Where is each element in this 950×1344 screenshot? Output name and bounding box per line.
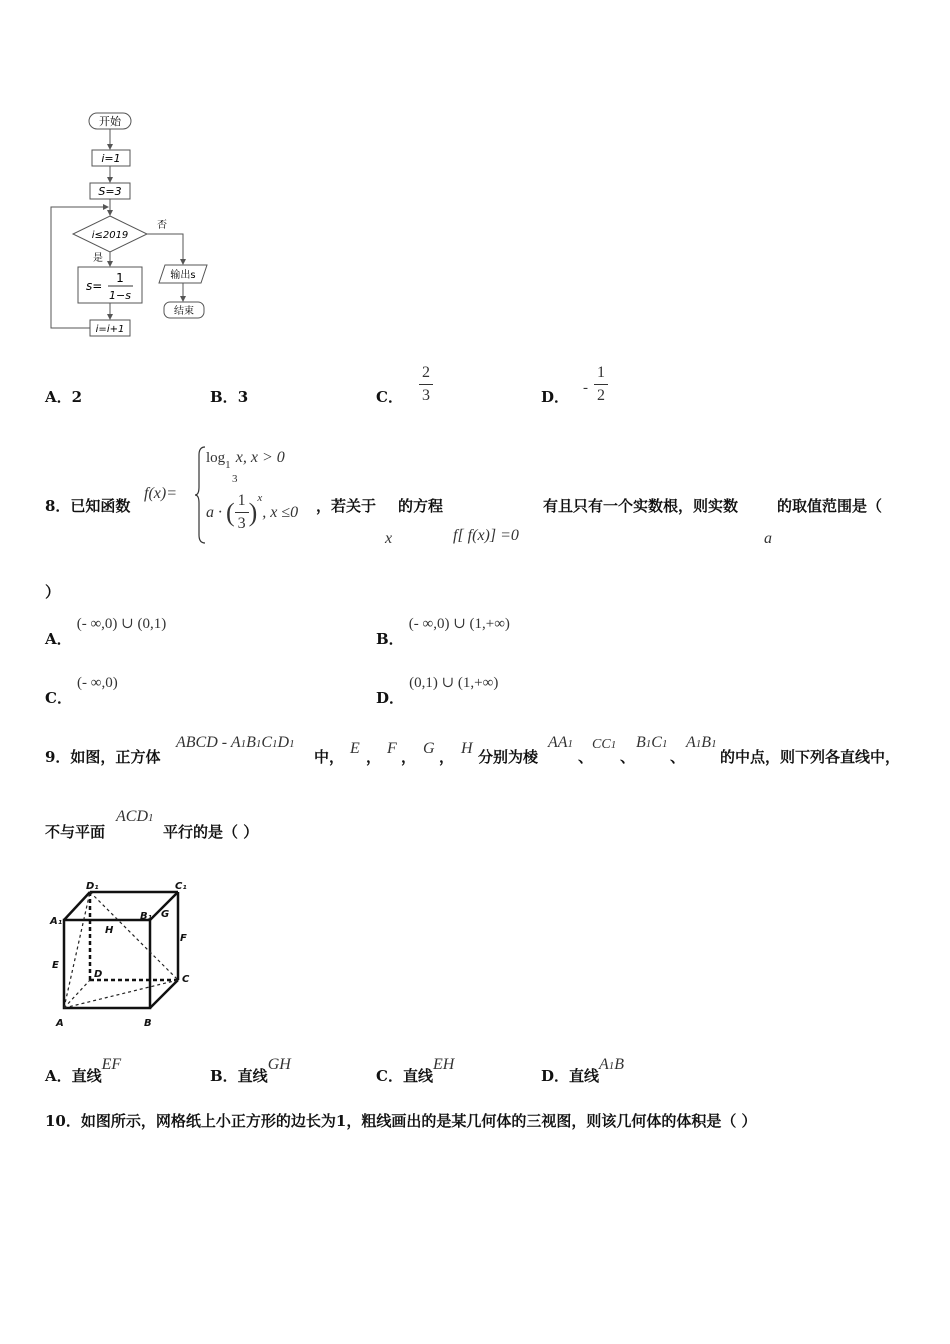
q8-text-4: 的取值范围是（ (777, 497, 883, 515)
q8-prefix: 8．已知函数 (45, 497, 131, 515)
flow-start (89, 113, 131, 129)
label-g: G (161, 909, 170, 920)
svg-text:输出s: 输出s (170, 270, 196, 281)
q7-option-b: B．3 (210, 388, 249, 406)
q9-sep-3: 、 (670, 748, 686, 766)
q8-function-lhs: f(x)= (144, 485, 177, 502)
line-ac (64, 980, 178, 1008)
q8-text-3: 有且只有一个实数根，则实数 (543, 497, 739, 515)
q9-sep-2: 、 (620, 748, 636, 766)
flow-yes-label: 是 (93, 253, 103, 264)
q9-point-e: E (350, 740, 360, 757)
q9-point-h: H (461, 740, 473, 757)
q8-text-2: 的方程 (398, 497, 444, 515)
q9-plane: ACD1 (116, 808, 154, 825)
q9-option-d: D．直线A1B (541, 1056, 625, 1085)
q8-option-c: C． (- ∞,0) (45, 675, 118, 707)
q9-edge-cc1: CC1 (592, 737, 617, 752)
svg-text:结束: 结束 (174, 306, 194, 317)
svg-text:s=: s= (86, 279, 103, 293)
q9-point-g: G (423, 740, 435, 757)
svg-text:i=i+1: i=i+1 (95, 324, 125, 335)
q9-comma-2: ， (401, 748, 417, 766)
q7-option-d: D． - $\frac{1}{2}$ (541, 362, 608, 407)
label-a1: A₁ (50, 916, 63, 927)
label-b1: B₁ (140, 911, 153, 922)
q8-text-1: ，若关于 (316, 497, 377, 515)
q7-option-c: C． $\frac{2}{3}$ (376, 362, 433, 407)
q9-option-b: B．直线GH (210, 1056, 291, 1085)
flow-end (164, 302, 204, 318)
label-d: D (94, 969, 103, 980)
label-a: A (56, 1018, 64, 1028)
svg-text:i≤2019: i≤2019 (91, 230, 129, 241)
q9-edge-a1b1: A1B1 (686, 734, 717, 751)
q9-line2-suffix: 平行的是（ ） (163, 823, 259, 841)
q8-piece-1: $\log_1 x$, x > 0 (206, 449, 285, 471)
q8-option-a: A． (- ∞,0) ∪ (0,1) (45, 616, 167, 648)
label-h: H (105, 925, 114, 936)
flowchart (40, 108, 230, 343)
flow-increment (90, 320, 130, 336)
q9-mid: 中， (314, 748, 345, 766)
q9-prefix: 9．如图，正方体 (45, 748, 161, 766)
q9-comma-3: ， (439, 748, 455, 766)
q8-option-b: B． (- ∞,0) ∪ (1,+∞) (376, 616, 510, 648)
q9-edge-b1c1: B1C1 (636, 734, 668, 751)
q9-sep-1: 、 (578, 748, 594, 766)
q8-close-paren: ） (45, 583, 61, 601)
q7-option-a: A．2 (45, 388, 83, 406)
label-f: F (180, 933, 187, 944)
label-c1: C₁ (175, 881, 187, 892)
q8-piece-1-base-den: 3 (232, 473, 238, 485)
label-c: C (182, 974, 190, 985)
q9-cube-figure (48, 878, 198, 1028)
svg-text:1: 1 (116, 271, 124, 285)
flow-assign (78, 267, 142, 303)
q9-edge-aa1: AA1 (548, 734, 574, 751)
flow-init-i (92, 150, 130, 166)
flow-output (159, 265, 207, 283)
flow-init-s (90, 183, 130, 199)
flow-condition (73, 216, 147, 252)
q9-cube-name: ABCD - A1B1C1D1 (176, 734, 295, 751)
q8-var-x: x (385, 530, 393, 547)
q9-option-a: A．直线EF (45, 1056, 122, 1085)
q8-piece-2: a · ( $\frac{1}{3}$ ) x , x ≤0 (206, 492, 299, 532)
svg-text:开始: 开始 (99, 115, 121, 128)
svg-text:i=1: i=1 (101, 152, 121, 165)
q9-line2-prefix: 不与平面 (45, 823, 106, 841)
cube-edge-bc (150, 980, 178, 1008)
q9-text-end: 的中点，则下列各直线中， (720, 748, 901, 766)
q8-option-d: D． (0,1) ∪ (1,+∞) (376, 675, 499, 707)
q9-text-edges: 分别为棱 (478, 748, 539, 766)
q8-var-a: a (764, 530, 772, 547)
svg-text:S=3: S=3 (98, 185, 122, 198)
q10-text: 10．如图所示，网格纸上小正方形的边长为1，粗线画出的是某几何体的三视图，则该几何体的体积是（ ） (45, 1112, 757, 1130)
label-d1: D₁ (86, 881, 99, 892)
line-ad1 (64, 892, 90, 1008)
flow-no-label: 否 (157, 220, 167, 231)
svg-text:1−s: 1−s (109, 289, 131, 302)
q9-point-f: F (387, 740, 397, 757)
q9-option-c: C．直线EH (376, 1056, 455, 1085)
q9-comma-1: ， (366, 748, 382, 766)
label-b: B (144, 1018, 152, 1028)
line-ad (64, 980, 90, 1008)
cube-edge-a1d1 (64, 892, 90, 920)
label-e: E (52, 960, 59, 971)
q8-equation: f[ f(x)] =0 (453, 527, 519, 544)
